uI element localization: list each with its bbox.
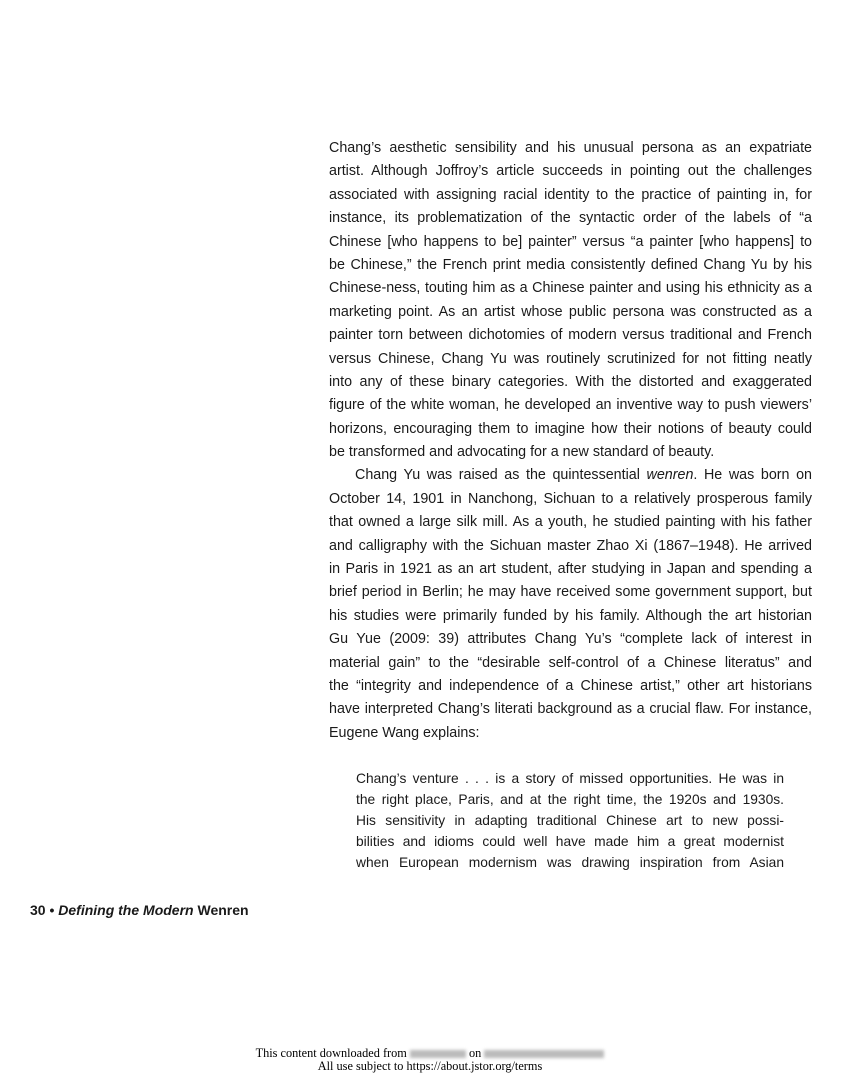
text-line: painter torn between dichotomies of modern versus traditional and French [329,327,812,344]
block-quote [356,768,784,873]
text-line: artist. Although Joffroy’s article succeeds in pointing out the challenges [329,163,812,180]
page-number: 30 [30,902,46,918]
download-notice-on: on [469,1046,482,1060]
text-line: brief period in Berlin; he may have received some government support, but [329,584,812,601]
redacted-ip [410,1050,466,1058]
text-line: that owned a large silk mill. As a youth, he studied painting with his father [329,514,812,531]
text-line: figure of the white woman, he developed an inventive way to push viewers’ [329,397,812,414]
running-title-italic: Defining the Modern [58,902,194,918]
body-text [329,137,812,745]
text-line: October 14, 1901 in Nanchong, Sichuan to a relatively prosperous family [329,490,812,507]
text-line: instance, its problematization of the syntactic order of the labels of “a [329,210,812,227]
text-line: and calligraphy with the Sichuan master Zhao Xi (1867–1948). He arrived [329,537,812,554]
text-line: Chinese [who happens to be] painter” versus “a painter [who happens] to [329,233,812,250]
text-line: Chang’s aesthetic sensibility and his unusual persona as an expatriate [329,140,812,156]
text-line: have interpreted Chang’s literati background as a crucial flaw. For instance, [329,701,812,718]
text-line: marketing point. As an artist whose public persona was constructed as a [329,303,812,320]
text-line: Chinese-ness, touting him as a Chinese painter and using his ethnicity as a [329,280,812,297]
paragraph-2 [329,464,812,745]
text-line: horizons, encouraging them to imagine how their notions of beauty could [329,420,812,437]
terms-notice: All use subject to https://about.jstor.org/terms [317,1059,543,1073]
bullet: • [49,902,55,918]
text-line: Eugene Wang explains: [329,724,480,741]
text-line: in Paris in 1921 as an art student, after studying in Japan and spending a [329,561,812,578]
page-footer [30,902,249,918]
text-line: versus Chinese, Chang Yu was routinely scrutinized for not fitting neatly [329,350,812,367]
text-line: the right place, Paris, and at the right time, the 1920s and 1930s. [356,792,784,807]
text-span: Chang Yu was raised as the quintessential [355,467,647,484]
text-line: his studies were primarily funded by his family. Although the art historian [329,607,812,624]
text-line [329,464,812,487]
text-line: when European modernism was drawing inspiration from Asian [356,855,784,870]
text-line: associated with assigning racial identity to the practice of painting in, for [329,186,812,203]
text-line: into any of these binary categories. With the distorted and exaggerated [329,373,812,390]
text-line: the “integrity and independence of a Chinese artist,” other art historians [329,677,812,694]
text-line: material gain” to the “desirable self-control of a Chinese literatus” and [329,654,812,671]
text-span: . He was born on [693,467,812,484]
text-line: Gu Yue (2009: 39) attributes Chang Yu’s “complete lack of interest in [329,631,812,648]
text-line: Chang’s venture . . . is a story of missed opportunities. He was in [356,771,784,786]
text-line: be transformed and advocating for a new standard of beauty. [329,444,715,461]
running-title: Wenren [197,902,249,918]
jstor-notice [0,1047,860,1073]
text-line: be Chinese,” the French print media consistently defined Chang Yu by his [329,256,812,273]
text-line: His sensitivity in adapting traditional Chinese art to new possi- [356,813,784,828]
download-notice: This content downloaded from [255,1046,407,1060]
redacted-date [484,1050,604,1058]
paragraph-1 [329,137,812,464]
text-line: bilities and idioms could well have made him a great modernist [356,834,784,849]
italic-term: wenren [646,467,694,484]
